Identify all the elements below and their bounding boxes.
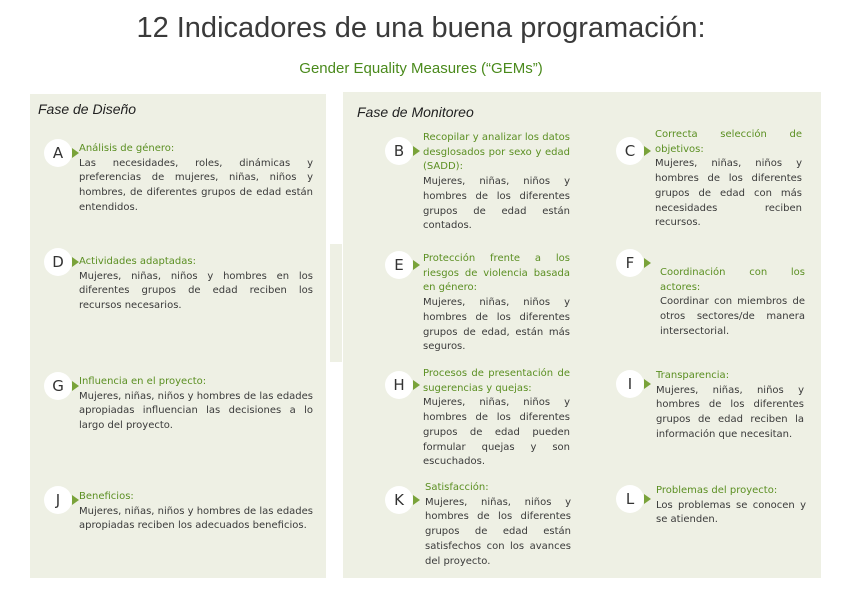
indicator-text	[423, 131, 570, 234]
indicator-description: Mujeres, niñas, niños y hombres de los diferentes grupos de edad están contados.	[423, 176, 570, 232]
indicator-description: Coordinar con miembros de otros sectores/de manera intersectorial.	[660, 296, 805, 337]
indicator-text	[660, 266, 805, 340]
indicator-description: Los problemas se conocen y se atienden.	[656, 499, 806, 526]
indicator-text	[656, 484, 806, 528]
indicator-text	[79, 375, 313, 434]
page-title: 12 Indicadores de una buena programación:	[136, 12, 706, 44]
indicator-text	[79, 490, 313, 534]
indicator-description: Mujeres, niñas, niños y hombres de los diferentes grupos de edad reciben la información que necesitan.	[656, 384, 804, 440]
indicator-description: Mujeres, niñas, niños y hombres en los diferentes grupos de edad reciben los recursos necesarios.	[79, 270, 313, 312]
indicator-text	[423, 252, 570, 355]
indicator-description: Las necesidades, roles, dinámicas y preferencias de mujeres, niñas, niños y hombres, de diferentes grupos de edad están entendidos.	[79, 157, 313, 213]
indicator-heading: Transparencia:	[656, 370, 730, 381]
panel-connector	[330, 244, 342, 362]
indicator-description: Mujeres, niñas, niños y hombres de las edades apropiadas reciben los adecuados beneficios.	[79, 505, 314, 532]
indicator-heading: Actividades adaptadas:	[79, 256, 196, 267]
monitoring-phase-label: Fase de Monitoreo	[357, 104, 474, 120]
indicator-text	[79, 142, 313, 216]
indicator-letter-badge: L	[616, 485, 644, 513]
indicator-letter-badge: H	[385, 371, 413, 399]
indicator-heading: Satisfacción:	[425, 482, 489, 493]
indicator-description: Mujeres, niñas, niños y hombres de los diferentes grupos de edad con más necesidades reciben recursos.	[655, 158, 802, 229]
indicator-letter-badge: G	[44, 372, 72, 400]
indicator-letter-badge: C	[616, 137, 644, 165]
indicator-text	[423, 367, 570, 470]
page-subtitle: Gender Equality Measures (“GEMs”)	[299, 60, 543, 77]
indicator-letter-badge: F	[616, 249, 644, 277]
indicator-letter-badge: A	[44, 139, 72, 167]
indicator-letter-badge: J	[44, 486, 72, 514]
indicator-letter-badge: D	[44, 248, 72, 276]
indicator-heading: Correcta selección de objetivos:	[655, 129, 802, 155]
indicator-letter-badge: E	[385, 251, 413, 279]
indicator-heading: Procesos de presentación de sugerencias y quejas:	[423, 368, 570, 394]
indicator-text	[79, 255, 313, 314]
design-phase-label: Fase de Diseño	[38, 101, 137, 117]
indicator-heading: Protección frente a los riesgos de violencia basada en género:	[423, 253, 570, 294]
indicator-heading: Beneficios:	[79, 491, 134, 502]
indicator-text	[655, 128, 802, 231]
indicator-description: Mujeres, niñas, niños y hombres de los diferentes grupos de edad pueden formular quejas y son escuchados.	[423, 397, 570, 468]
indicator-heading: Análisis de género:	[79, 143, 175, 154]
indicator-letter-badge: K	[385, 486, 413, 514]
indicator-description: Mujeres, niñas, niños y hombres de las edades apropiadas influencian las decisiones a lo largo del proyecto.	[79, 390, 314, 432]
indicator-letter-badge: B	[385, 137, 413, 165]
indicator-description: Mujeres, niñas, niños y hombres de los diferentes grupos de edad están satisfechos con los avances del proyecto.	[425, 496, 571, 567]
indicator-description: Mujeres, niñas, niños y hombres de los diferentes grupos de edad, están más seguros.	[423, 297, 570, 353]
indicator-text	[656, 369, 804, 443]
indicator-heading: Coordinación con los actores:	[660, 267, 805, 293]
indicator-heading: Recopilar y analizar los datos desglosados por sexo y edad (SADD):	[423, 132, 570, 173]
indicator-text	[425, 481, 571, 569]
indicator-letter-badge: I	[616, 370, 644, 398]
indicator-heading: Problemas del proyecto:	[656, 485, 778, 496]
indicator-heading: Influencia en el proyecto:	[79, 376, 207, 387]
